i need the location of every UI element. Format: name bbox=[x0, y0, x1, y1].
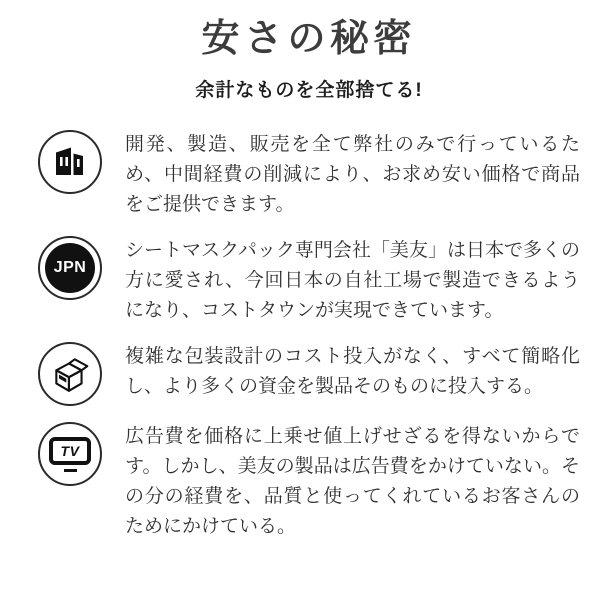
reason-row-japan-factory bbox=[38, 236, 580, 326]
page-subtitle: 余計なものを全部捨てる! bbox=[195, 80, 423, 102]
tv-stand bbox=[64, 469, 77, 472]
reason-text: シートマスクパック専門会社「美友」は日本で多くの方に愛され、今回日本の自社工場で製造できるようになり、コストタウンが実現できています。 bbox=[125, 240, 580, 322]
reason-row-direct-sales bbox=[38, 130, 580, 220]
reason-row-no-advertising bbox=[38, 422, 580, 542]
tv-screen-label: TV bbox=[60, 442, 80, 459]
office-buildings-icon bbox=[38, 130, 102, 194]
japan-badge-label: JPN bbox=[53, 259, 87, 277]
reason-text: 広告費を価格に上乗せ値上げせざるを得ないからです。しかし、美友の製品は広告費をかけていない。その分の経費を、品質と使ってくれているお客さんのためにかけている。 bbox=[125, 426, 580, 538]
page-title: 安さの秘密 bbox=[201, 18, 417, 60]
japan-badge-disc bbox=[45, 243, 95, 293]
reason-text: 開発、製造、販売を全て弊社のみで行っているため、中間経費の削減により、お求め安い価格で商品をご提供できます。 bbox=[125, 134, 580, 216]
package-box-icon bbox=[38, 342, 102, 406]
tv-screen bbox=[49, 437, 91, 465]
reason-row-simple-packaging bbox=[38, 342, 580, 406]
tv-glyph bbox=[49, 437, 91, 472]
reason-list bbox=[38, 130, 580, 542]
header bbox=[38, 14, 580, 102]
tv-icon bbox=[38, 422, 102, 486]
reason-text: 複雑な包装設計のコスト投入がなく、すべて簡略化し、より多くの資金を製品そのものに投入する。 bbox=[125, 346, 580, 398]
japan-badge-icon bbox=[38, 236, 102, 300]
